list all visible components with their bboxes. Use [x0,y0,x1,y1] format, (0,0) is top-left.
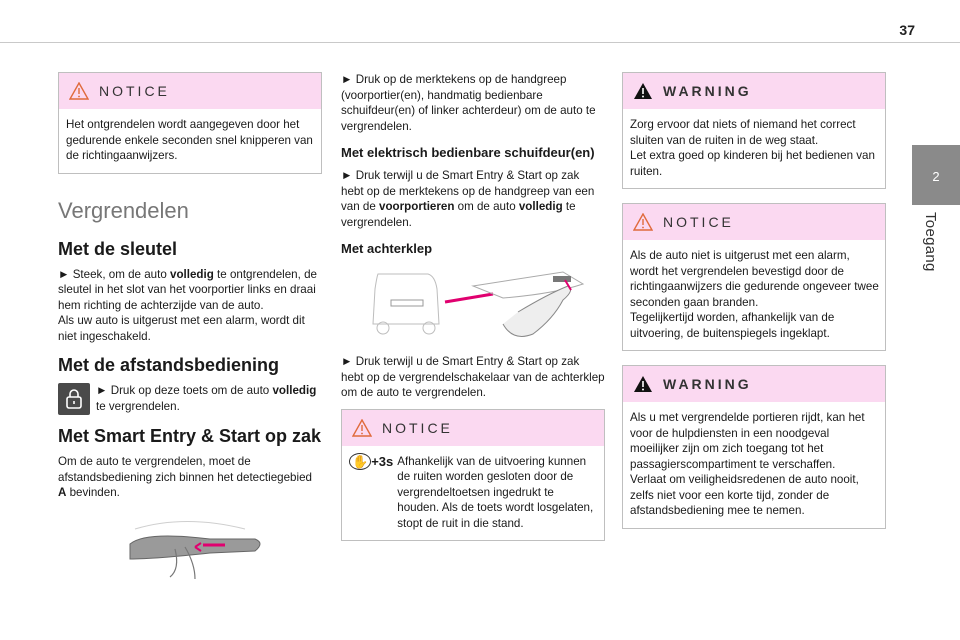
notice-warning-triangle-icon [342,419,382,437]
column-3 [622,72,886,543]
chapter-number: 2 [932,169,940,184]
warning-text: Let extra goed op kinderen bij het bedienen van ruiten. [630,149,875,178]
warning-title: WARNING [663,83,752,99]
notice-title: NOTICE [663,214,734,230]
notice-title: NOTICE [99,83,170,99]
remote-instruction: ► Druk op deze toets om de auto volledig te vergrendelen. [58,383,322,415]
warning-text: Zorg ervoor dat niets of niemand het correct sluiten van de ruiten in de weg staat. [630,118,856,147]
notice-header [59,73,321,109]
lock-button-icon [58,383,90,415]
warning-title: WARNING [663,376,752,392]
notice-warning-triangle-icon [623,213,663,231]
notice-header [342,410,604,446]
notice-box [622,203,886,351]
header-rule [0,42,960,43]
notice-header [623,204,885,240]
chapter-title: Toegang [922,212,939,272]
notice-box [341,409,605,542]
notice-text: Tegelijkertijd worden, afhankelijk van de uitvoering, de buitenspiegels ingeklapt. [630,311,835,340]
key-heading: Met de sleutel [58,238,178,259]
smart-entry-paragraph: Om de auto te vergrendelen, moet de afstandsbediening zich binnen het detectiegebied A bevinden. [58,455,312,499]
sliding-door-paragraph: ► Druk terwijl u de Smart Entry & Start op zak hebt op de merktekens op de handgreep van een van de voorportieren om de auto volledig te vergrendelen. [341,169,595,229]
key-paragraph: ► Steek, om de auto volledig te ontgrendelen, de sleutel in het slot van het voorportier links en draai hem richting de achterzijde van de auto. [58,267,317,312]
notice-title: NOTICE [382,419,453,436]
remote-heading: Met de afstandsbediening [58,355,280,375]
warning-box [622,365,886,529]
section-title: Vergrendelen [58,197,189,223]
tailgate-illustration [341,264,605,344]
notice-text: Het ontgrendelen wordt aangegeven door het gedurende enkele seconden snel knipperen van de richtingaanwijzers. [66,118,313,162]
warning-header [623,73,885,109]
page-number: 37 [899,22,915,38]
column-1 [58,72,322,589]
hold-three-seconds-icon: ✋ +3s [349,454,393,532]
warning-text: Verlaat om veiligheidsredenen de auto nooit, zelfs niet voor een korte tijd, zonder de afstandsbediening mee te nemen. [630,473,859,517]
chapter-tab[interactable] [912,145,960,205]
warning-triangle-icon [623,375,663,393]
tailgate-heading: Met achterklep [341,241,433,256]
notice-text: Afhankelijk van de uitvoering kunnen de ruiten worden gesloten door de vergrendeltoetsen ingedrukt te houden. Als de toets wordt losgelaten, stopt de ruit in die stand. [397,454,594,530]
notice-text: Als de auto niet is uitgerust met een alarm, wordt het vergrendelen bevestigd door de richtingaanwijzers die gedurende ongeveer twee seconden gaan branden. [630,249,879,309]
warning-header [623,366,885,402]
tailgate-paragraph: ► Druk terwijl u de Smart Entry & Start op zak hebt op de vergrendelschakelaar van de achterklep om de auto te vergrendelen. [341,355,605,399]
notice-warning-triangle-icon [59,82,99,100]
smart-entry-heading: Met Smart Entry & Start op zak [58,426,322,446]
sliding-door-heading: Met elektrisch bedienbare schuifdeur(en) [341,145,595,160]
warning-triangle-icon [623,82,663,100]
key-alarm-note: Als uw auto is uitgerust met een alarm, wordt dit niet ingeschakeld. [58,314,305,343]
warning-box [622,72,886,189]
column-2 [341,72,605,555]
notice-box [58,72,322,174]
door-handle-illustration [58,509,322,579]
handle-lock-paragraph: ► Druk op de merktekens op de handgreep (voorportier(en), handmatig bedienbare schuifdeur(en) of linker achterdeur) om de auto te vergrendelen. [341,73,596,133]
warning-text: Als u met vergrendelde portieren rijdt, kan het voor de hulpdiensten in een noodgeval moeilijker zijn om zich toegang tot het passagierscompartiment te verschaffen. [630,411,865,471]
